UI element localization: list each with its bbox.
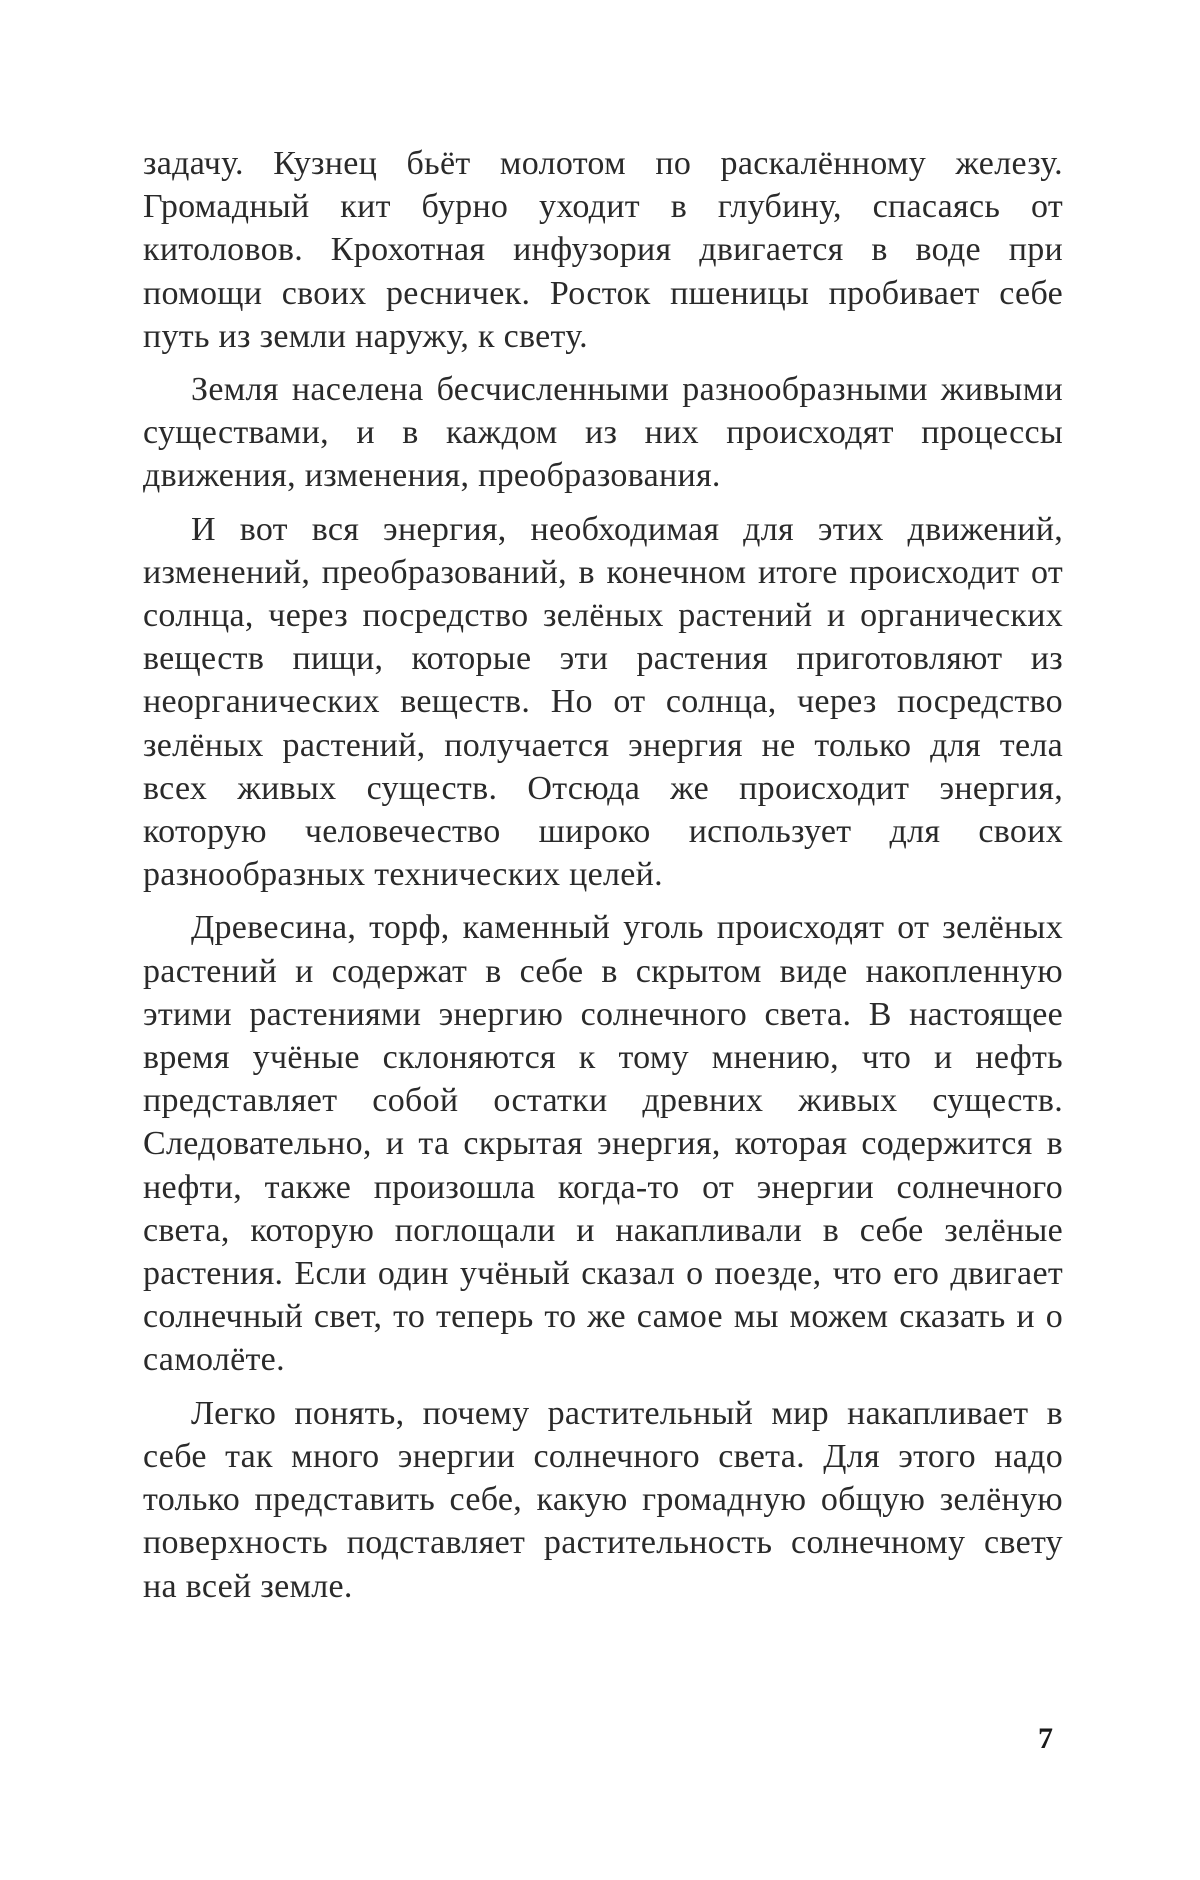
body-text xyxy=(143,142,1063,1618)
paragraph-1: задачу. Кузнец бьёт молотом по раскалённому железу. Громадный кит бурно уходит в глубину, спасаясь от китоловов. Крохотная инфузория двигается в воде при помощи своих ресничек. Росток пшеницы пробивает себе путь из земли наружу, к свету. xyxy=(143,145,1063,355)
paragraph-2: Земля населена бесчисленными разнообразными живыми существами, и в каждом из них происходят процессы движения, изменения, преобразования. xyxy=(143,371,1063,495)
page-number: 7 xyxy=(1038,1722,1053,1755)
paragraph-3: И вот вся энергия, необходимая для этих движений, изменений, преобразований, в конечном итоге происходит от солнца, через посредство зелёных растений и органических веществ пищи, которые эти растения приготовляют из неорганических веществ. Но от солнца, через посредство зелёных растений, получается энергия не только для тела всех живых существ. Отсюда же происходит энергия, которую человечество широко использует для своих разнообразных технических целей. xyxy=(143,510,1063,894)
paragraph-5: Легко понять, почему растительный мир накапливает в себе так много энергии солнечного света. Для этого надо только представить себе, какую громадную общую зелёную поверхность подставляет растительность солнечному свету на всей земле. xyxy=(143,1394,1063,1605)
paragraph-4: Древесина, торф, каменный уголь происходят от зелёных растений и содержат в себе в скрытом виде накопленную этими растениями энергию солнечного света. В настоящее время учёные склоняются к тому мнению, что и нефть представляет собой остатки древних живых существ. Следовательно, и та скрытая энергия, которая содержится в нефти, также произошла когда-то от энергии солнечного света, которую поглощали и накапливали в себе зелёные растения. Если один учёный сказал о поезде, что его двигает солнечный свет, то теперь то же самое мы можем сказать и о самолёте. xyxy=(143,909,1063,1379)
